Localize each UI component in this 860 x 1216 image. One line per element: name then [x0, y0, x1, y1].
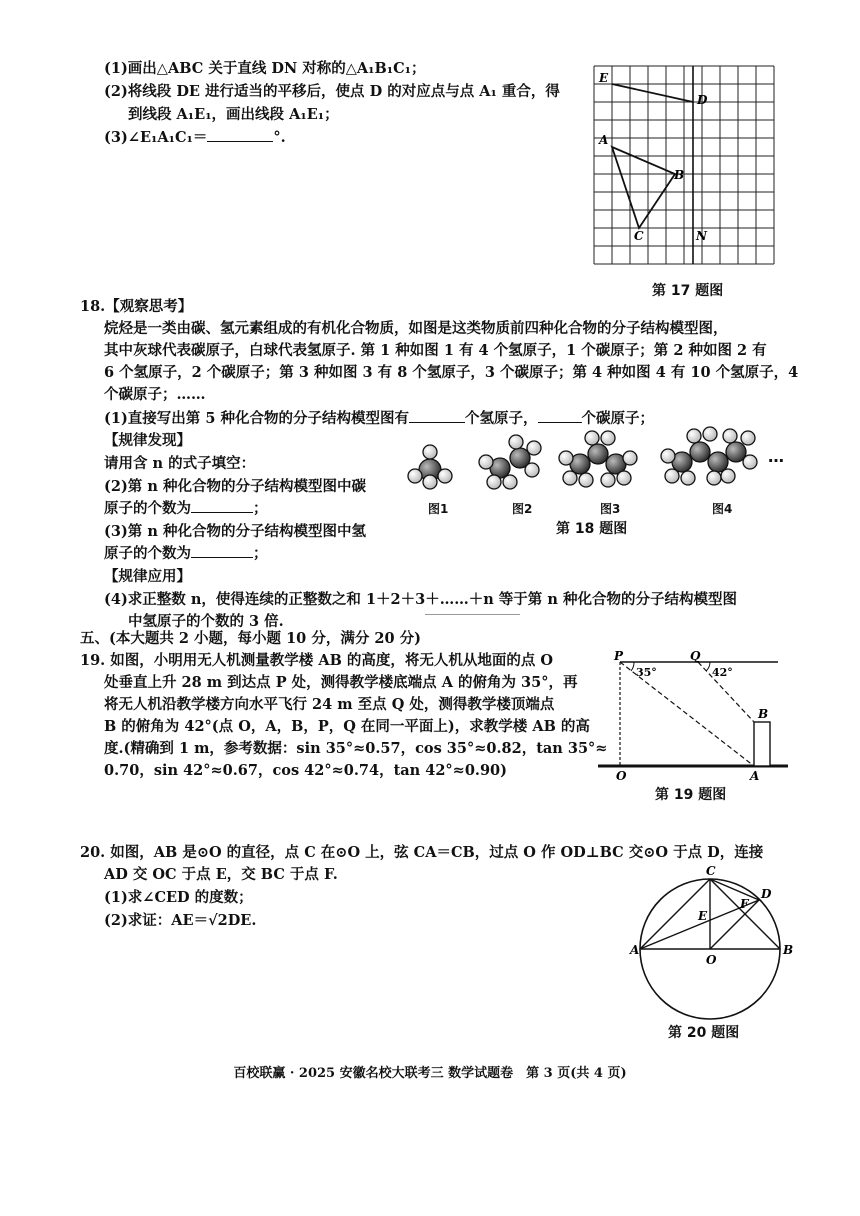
q18-ellipsis: …	[768, 447, 784, 466]
q18-p1-text-c: 个碳原子；	[581, 410, 654, 427]
q18-part2b	[104, 498, 268, 520]
q17-part1: (1)画出△ABC 关于直线 DN 对称的△A₁B₁C₁；	[104, 60, 426, 77]
q17-part3-post: °.	[273, 129, 286, 146]
label-d: D	[697, 93, 708, 107]
label-o: O	[706, 953, 717, 967]
q18-part4a: (4)求正整数 n，使得连续的正整数之和 1＋2＋3＋……＋n 等于第 n 种化合物的分子结构模型图	[104, 591, 737, 608]
label-o: O	[616, 769, 627, 783]
q17-caption: 第 17 题图	[652, 283, 724, 299]
q18-rule-prompt: 请用含 n 的式子填空：	[104, 455, 256, 472]
q18-fig-label-1: 图1	[428, 502, 449, 516]
label-a: A	[750, 769, 760, 783]
q18-molecule-figure	[400, 418, 800, 508]
q18-p2-text: 原子的个数为	[104, 500, 191, 517]
q18-intro-4: 个碳原子；……	[104, 386, 206, 403]
label-a: A	[630, 943, 640, 957]
q19-line-2: 处垂直上升 28 m 到达点 P 处，测得教学楼底端点 A 的俯角为 35°，再	[104, 674, 578, 691]
label-b: B	[758, 707, 769, 721]
q18-fig-label-2: 图2	[512, 502, 533, 516]
divider	[425, 614, 520, 615]
q20-part1: (1)求∠CED 的度数；	[104, 889, 253, 906]
q20-figure	[630, 864, 800, 1024]
label-e: E	[599, 71, 609, 85]
q19-line-5: 度.(精确到 1 m，参考数据：sin 35°≈0.57，cos 35°≈0.82，tan 35°≈	[104, 740, 608, 757]
molecule-1	[408, 445, 452, 489]
q17-grid-figure	[594, 66, 784, 276]
q18-intro-3: 6 个氢原子，2 个碳原子；第 3 种如图 3 有 8 个氢原子，3 个碳原子；第 4 种如图 4 有 10 个氢原子，4	[104, 364, 799, 381]
q20-line-2: AD 交 OC 于点 E，交 BC 于点 F.	[104, 866, 338, 883]
q18-intro-1: 烷烃是一类由碳、氢元素组成的有机化合物质，如图是这类物质前四种化合物的分子结构模型图，	[104, 320, 728, 337]
label-c: C	[706, 864, 716, 878]
label-n: N	[696, 229, 707, 243]
q18-rule-heading: 【规律发现】	[104, 432, 191, 449]
molecule-3	[559, 431, 637, 487]
q18-p1-text-a: (1)直接写出第 5 种化合物的分子结构模型图有	[104, 410, 409, 427]
q18-part3a: (3)第 n 种化合物的分子结构模型图中氢	[104, 523, 366, 540]
molecule-4	[661, 427, 757, 485]
section-5-heading: 五、(本大题共 2 小题，每小题 10 分，满分 20 分)	[80, 630, 421, 647]
q18-p3-end: ；	[253, 545, 268, 562]
label-a: A	[599, 133, 609, 147]
q19-line-4: B 的俯角为 42°(点 O，A，B，P，Q 在同一平面上)，求教学楼 AB 的高	[104, 718, 590, 735]
q18-part3b	[104, 543, 268, 565]
q18-fig-label-4: 图4	[712, 502, 733, 516]
label-e: E	[698, 909, 708, 923]
q17-part2b: 到线段 A₁E₁，画出线段 A₁E₁；	[128, 106, 339, 123]
q18-part4b: 中氢原子的个数的 3 倍.	[128, 613, 284, 630]
label-p: P	[614, 649, 624, 663]
q20-part2: (2)求证：AE＝√2DE.	[104, 912, 257, 929]
label-f: F	[740, 897, 749, 911]
q17-part3-pre: (3)∠E₁A₁C₁＝	[104, 129, 208, 146]
page-footer: 百校联赢 · 2025 安徽名校大联考三 数学试题卷 第 3 页(共 4 页)	[233, 1066, 627, 1081]
label-b: B	[783, 943, 794, 957]
q17-part2a: (2)将线段 DE 进行适当的平移后，使点 D 的对应点与点 A₁ 重合，得	[104, 83, 560, 100]
label-b: B	[674, 168, 685, 182]
q18-intro-2: 其中灰球代表碳原子，白球代表氢原子. 第 1 种如图 1 有 4 个氢原子，1 个碳原子；第 2 种如图 2 有	[104, 342, 767, 359]
q17-answer-blank[interactable]	[207, 127, 273, 142]
q17-part3	[104, 127, 286, 149]
molecule-2	[479, 435, 541, 489]
q20-caption: 第 20 题图	[668, 1025, 740, 1041]
q19-figure	[598, 649, 788, 783]
q19-line-1: 19. 如图，小明用无人机测量教学楼 AB 的高度，将无人机从地面的点 O	[80, 652, 554, 669]
label-angle-42: 42°	[712, 666, 733, 679]
label-d: D	[761, 887, 772, 901]
label-angle-35: 35°	[636, 666, 657, 679]
q18-carbon-formula-blank[interactable]	[191, 498, 253, 513]
q18-apply-heading: 【规律应用】	[104, 568, 191, 585]
segment-de	[612, 84, 693, 102]
q18-fig-label-3: 图3	[600, 502, 621, 516]
q18-p1-text-b: 个氢原子，	[465, 410, 538, 427]
q18-heading: 18.【观察思考】	[80, 298, 193, 315]
q20-line-1: 20. 如图，AB 是⊙O 的直径，点 C 在⊙O 上，弦 CA＝CB，过点 O 作 OD⊥BC 交⊙O 于点 D，连接	[80, 844, 764, 861]
q18-p3-text: 原子的个数为	[104, 545, 191, 562]
q18-hydrogen-formula-blank[interactable]	[191, 543, 253, 558]
label-c: C	[634, 229, 644, 243]
q19-line-6: 0.70，sin 42°≈0.67，cos 42°≈0.74，tan 42°≈0.90)	[104, 762, 508, 779]
label-q: Q	[690, 649, 701, 663]
q18-part2a: (2)第 n 种化合物的分子结构模型图中碳	[104, 478, 366, 495]
q18-caption: 第 18 题图	[556, 521, 628, 537]
q19-caption: 第 19 题图	[655, 787, 727, 803]
q19-line-3: 将无人机沿教学楼方向水平飞行 24 m 至点 Q 处，测得教学楼顶端点	[104, 696, 555, 713]
q18-p2-end: ；	[253, 500, 268, 517]
